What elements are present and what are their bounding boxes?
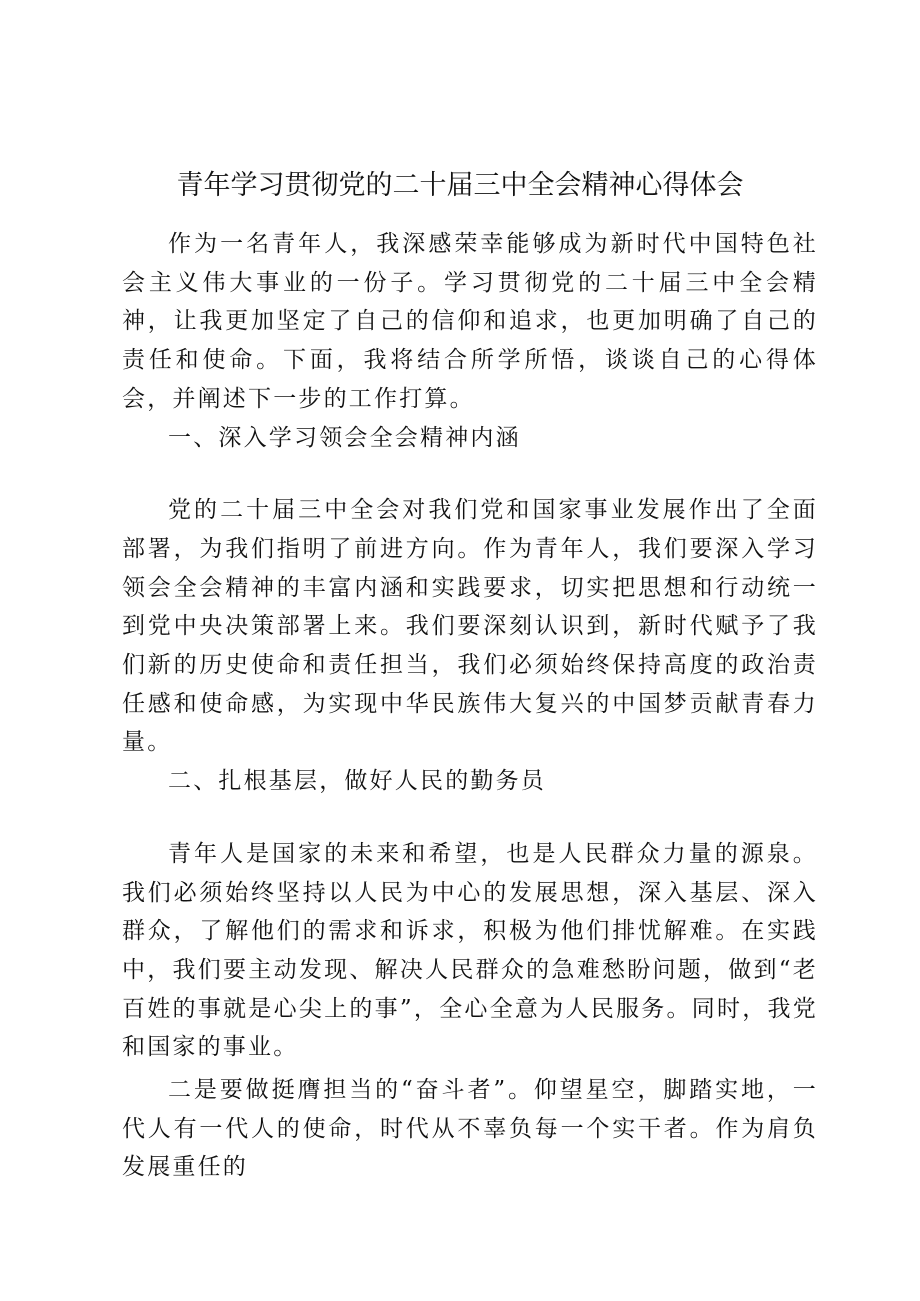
section-3-paragraph: 二是要做挺膺担当的“奋斗者”。仰望星空，脚踏实地，一代人有一代人的使命，时代从不辜负每一个实干者。作为肩负发展重任的 (122, 1077, 818, 1181)
document-body (122, 225, 818, 1187)
document-title: 青年学习贯彻党的二十届三中全会精神心得体会 (176, 170, 744, 201)
section-1-heading: 一、深入学习领会全会精神内涵 (168, 424, 521, 451)
section-1-paragraph: 党的二十届三中全会对我们党和国家事业发展作出了全面部署，为我们指明了前进方向。作为青年人，我们要深入学习领会全会精神的丰富内涵和实践要求，切实把思想和行动统一到党中央决策部署上来。我们要深刻认识到，新时代赋予了我们新的历史使命和责任担当，我们必须始终保持高度的政治责任感和使命感，为实现中华民族伟大复兴的中国梦贡献青春力量。 (122, 497, 818, 756)
section-2-paragraph: 青年人是国家的未来和希望，也是人民群众力量的源泉。我们必须始终坚持以人民为中心的发展思想，深入基层、深入群众，了解他们的需求和诉求，积极为他们排忧解难。在实践中，我们要主动发现、解决人民群众的急难愁盼问题，做到“老百姓的事就是心尖上的事”，全心全意为人民服务。同时，我党和国家的事业。 (122, 840, 818, 1061)
section-2-heading: 二、扎根基层，做好人民的勤务员 (168, 768, 546, 795)
intro-paragraph: 作为一名青年人，我深感荣幸能够成为新时代中国特色社会主义伟大事业的一份子。学习贯彻党的二十届三中全会精神，让我更加坚定了自己的信仰和追求，也更加明确了自己的责任和使命。下面，我将结合所学所悟，谈谈自己的心得体会，并阐述下一步的工作打算。 (122, 231, 818, 412)
